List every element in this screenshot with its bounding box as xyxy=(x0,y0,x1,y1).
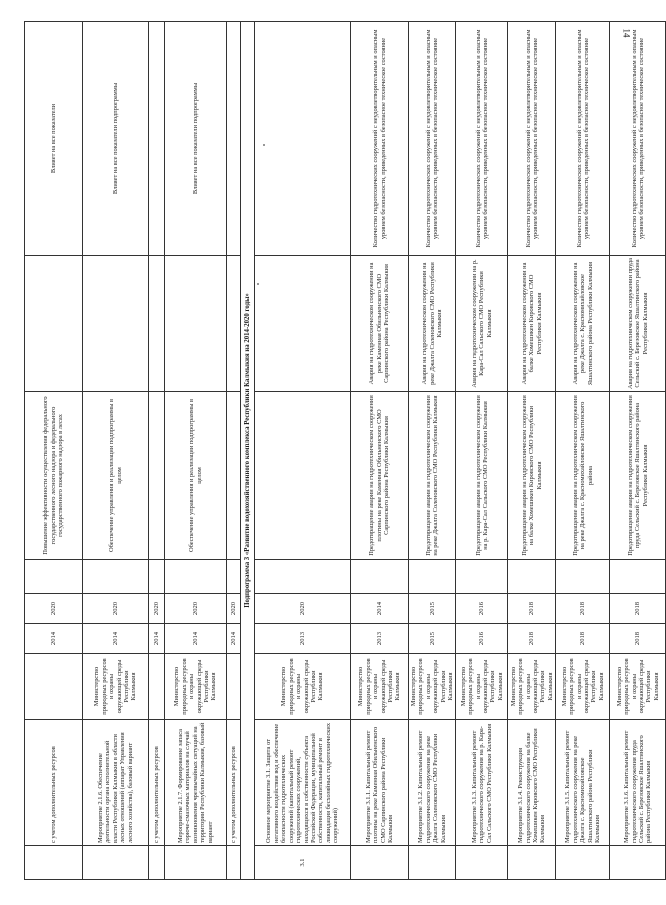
executor-cell xyxy=(227,654,241,720)
table-row xyxy=(227,22,241,880)
page-number: 14 xyxy=(621,28,632,38)
indicator-link-cell: Влияет на все показатели подпрограммы xyxy=(165,22,227,256)
number-cell xyxy=(610,846,666,880)
expected-result-cell xyxy=(227,392,241,560)
start-year-cell: 2018 xyxy=(556,624,610,654)
measure-name-cell: с учетом дополнительных ресурсов xyxy=(25,720,83,846)
number-cell xyxy=(508,846,556,880)
start-year-cell: 2014 xyxy=(83,624,149,654)
expected-result-cell: Предотвращение аварии на гидротехническом сооружении на балке Хомешикен Кировского СМО Республики Калмыкия xyxy=(508,392,556,560)
end-year-cell: 2015 xyxy=(409,594,456,624)
executor-cell: Министерство природных ресурсов и охраны окружающей среды Республики Калмыкия xyxy=(556,654,610,720)
table-row xyxy=(149,22,165,880)
number-cell xyxy=(456,846,508,880)
subprogram-title: Подпрограмма 3 «Развитие водохозяйственного комплекса Республики Калмыкия на 2014-2020 годы» xyxy=(241,22,255,880)
expected-result-cell: Обеспечение управления и реализации подпрограммы в целом xyxy=(165,392,227,560)
table-row xyxy=(409,22,456,880)
measure-name-cell: Основное мероприятие 3.1. Защита от негативного воздействия вод и обеспечение безопасности гидротехнических сооружений (капитальный ремонт гидротехнических сооружений, находящихся в собственности субъекта Российской Федерации, муниципальной собственности, капитальный ремонт и ликвидация бесхозяйных гидротехнических сооружений) xyxy=(255,720,351,846)
section-band-row xyxy=(241,22,255,880)
measure-name-cell: Мероприятие 3.1.1. Капитальный ремонт плотины на реке Каменная Обильненского СМО Сарпинского района Республики Калмыкия xyxy=(351,720,409,846)
measure-name-cell: Мероприятие 3.1.3. Капитальный ремонт гидротехнического сооружения на р. Кара-Сал Сальского СМО Республики Калмыкия xyxy=(456,720,508,846)
number-cell xyxy=(149,846,165,880)
indicator-link-cell: Количество гидротехнических сооружений с неудовлетворительным и опасным уровнем безопасности, приведенных в безопасное техническое состояние xyxy=(351,22,409,256)
table-row xyxy=(255,22,351,880)
measure-name-cell: с учетом дополнительных ресурсов xyxy=(227,720,241,846)
consequence-cell: Авария на гидротехническом сооружении на реке Джалга с. Красномихайловское Яшалтинского района Республики Калмыкия xyxy=(556,256,610,392)
empty-cell xyxy=(165,560,227,594)
measure-name-cell: Мероприятие 3.1.6. Капитальный ремонт гидротехнического сооружения пруда Сельский с. Березовское Яшалтинского района Республики Калмыкия xyxy=(610,720,666,846)
consequence-cell xyxy=(227,256,241,392)
table-row xyxy=(351,22,409,880)
table-row xyxy=(508,22,556,880)
indicator-link-cell xyxy=(227,22,241,256)
table-row xyxy=(556,22,610,880)
number-cell xyxy=(351,846,409,880)
empty-cell xyxy=(456,560,508,594)
empty-cell xyxy=(409,560,456,594)
start-year-cell: 2018 xyxy=(610,624,666,654)
consequence-cell xyxy=(255,256,351,392)
expected-result-cell: Повышение эффективности осуществления федерального государственного лесного надзора и федерального государственного пожарного надзора в лесах xyxy=(25,392,83,560)
executor-cell: Министерство природных ресурсов и охраны окружающей среды Республики Калмыкия xyxy=(165,654,227,720)
empty-cell xyxy=(149,560,165,594)
table-row xyxy=(456,22,508,880)
expected-result-cell: Предотвращение аварии на гидротехническом сооружении на реке Джалга с. Красномихайловское Яшалтинского района xyxy=(556,392,610,560)
number-cell xyxy=(556,846,610,880)
indicator-link-cell: Количество гидротехнических сооружений с неудовлетворительным и опасным уровнем безопасности, приведенных в безопасное техническое состояние xyxy=(409,22,456,256)
expected-result-cell xyxy=(255,392,351,560)
number-cell: 3.1 xyxy=(255,846,351,880)
empty-cell xyxy=(351,560,409,594)
executor-cell: Министерство природных ресурсов и охраны окружающей среды Республики Калмыкия xyxy=(351,654,409,720)
measure-name-cell: Мероприятие 2.1.7. Формирование запаса горюче-смазочных материалов на случай возникновения чрезвычайных ситуаций на территории Республики Калмыкия, базовый вариант xyxy=(165,720,227,846)
indicator-link-cell: Количество гидротехнических сооружений с неудовлетворительным и опасным уровнем безопасности, приведенных в безопасное техническое состояние xyxy=(610,22,666,256)
empty-cell xyxy=(255,560,351,594)
empty-cell xyxy=(25,560,83,594)
executor-cell: Министерство природных ресурсов и охраны окружающей среды Республики Калмыкия xyxy=(456,654,508,720)
executor-cell: Министерство природных ресурсов и охраны окружающей среды Республики Калмыкия xyxy=(83,654,149,720)
start-year-cell: 2018 xyxy=(508,624,556,654)
indicator-link-cell: Количество гидротехнических сооружений с неудовлетворительным и опасным уровнем безопасности, приведенных в безопасное техническое состояние xyxy=(508,22,556,256)
end-year-cell: 2020 xyxy=(227,594,241,624)
program-measures-table xyxy=(24,21,666,880)
start-year-cell: 2013 xyxy=(255,624,351,654)
indicator-link-cell xyxy=(149,22,165,256)
end-year-cell: 2018 xyxy=(556,594,610,624)
measure-name-cell: Мероприятие 3.1.5. Капитальный ремонт гидротехнического сооружения на реке Джалга с. Красномихайловское Яшалтинского района Республики Калмыкия xyxy=(556,720,610,846)
measure-name-cell: Мероприятие 3.1.4. Реконструкция гидротехнического сооружения на балке Хомешикен Кировского СМО Республики Калмыкия xyxy=(508,720,556,846)
empty-cell xyxy=(610,560,666,594)
end-year-cell: 2018 xyxy=(610,594,666,624)
number-cell xyxy=(83,846,149,880)
executor-cell: Министерство природных ресурсов и охраны окружающей среды Республики Калмыкия xyxy=(508,654,556,720)
start-year-cell: 2015 xyxy=(409,624,456,654)
number-cell xyxy=(409,846,456,880)
start-year-cell: 2014 xyxy=(25,624,83,654)
expected-result-cell xyxy=(149,392,165,560)
empty-cell xyxy=(227,560,241,594)
start-year-cell: 2013 xyxy=(351,624,409,654)
empty-cell xyxy=(83,560,149,594)
expected-result-cell: Предотвращение аварии на гидротехническом сооружении пруда Сельский с. Березовское Яшалтинского района Республики Калмыкия xyxy=(610,392,666,560)
empty-cell xyxy=(556,560,610,594)
consequence-cell: Авария на гидротехническом сооружении на реке Каменная Обильненского СМО Сарпинского района Республики Калмыкия xyxy=(351,256,409,392)
expected-result-cell: Предотвращение аварии на гидротехническом сооружении плотины на реке Каменная Обильненского СМО Сарпинского района Республики Калмыкия xyxy=(351,392,409,560)
consequence-cell: Авария на гидротехническом сооружении на реке Джалга Соленовского СМО Республики Калмыкия xyxy=(409,256,456,392)
end-year-cell: 2020 xyxy=(149,594,165,624)
end-year-cell: 2020 xyxy=(25,594,83,624)
consequence-cell: Авария на гидротехническом сооружении на балке Хомешикен Кировского СМО Республики Калмыкия xyxy=(508,256,556,392)
indicator-link-cell xyxy=(255,22,351,256)
start-year-cell: 2014 xyxy=(165,624,227,654)
expected-result-cell: Предотвращение аварии на гидротехническом сооружении на р. Кара-Сал Сальского СМО Республики Калмыкия xyxy=(456,392,508,560)
end-year-cell: 2018 xyxy=(508,594,556,624)
consequence-cell: Авария на гидротехническом сооружении пруда Сельский с. Березовское Яшалтинского района Республики Калмыкия xyxy=(610,256,666,392)
measure-name-cell: Мероприятие 2.1.6. Обеспечение деятельности органа исполнительной власти Республики Калмыкия в области лесных отношений (аппарат Управления лесного хозяйства), базовый вариант xyxy=(83,720,149,846)
end-year-cell: 2020 xyxy=(165,594,227,624)
executor-cell: Министерство природных ресурсов и охраны окружающей среды Республики Калмыкия xyxy=(409,654,456,720)
end-year-cell: 2020 xyxy=(83,594,149,624)
number-cell xyxy=(165,846,227,880)
rotated-table-wrapper xyxy=(24,22,660,880)
consequence-cell xyxy=(149,256,165,392)
start-year-cell: 2014 xyxy=(227,624,241,654)
start-year-cell: 2014 xyxy=(149,624,165,654)
table-row xyxy=(83,22,149,880)
end-year-cell: 2014 xyxy=(351,594,409,624)
executor-cell: Министерство природных ресурсов и охраны окружающей среды Республики Калмыкия xyxy=(255,654,351,720)
executor-cell xyxy=(149,654,165,720)
indicator-link-cell: Влияет на все показатели подпрограммы xyxy=(83,22,149,256)
table-body xyxy=(25,22,666,880)
end-year-cell: 2020 xyxy=(255,594,351,624)
end-year-cell: 2016 xyxy=(456,594,508,624)
consequence-cell: Авария на гидротехническом сооружении на р. Кара-Сал Сальского СМО Республики Калмыкия xyxy=(456,256,508,392)
empty-cell xyxy=(508,560,556,594)
executor-cell: Министерство природных ресурсов и охраны окружающей среды Республики Калмыкия xyxy=(610,654,666,720)
measure-name-cell: Мероприятие 3.1.2. Капитальный ремонт гидротехнического сооружения на реке Джалга Соленовского СМО Республики Калмыкия xyxy=(409,720,456,846)
indicator-link-cell: Количество гидротехнических сооружений с неудовлетворительным и опасным уровнем безопасности, приведенных в безопасное техническое состояние xyxy=(556,22,610,256)
number-cell xyxy=(25,846,83,880)
expected-result-cell: Предотвращение аварии на гидротехническом сооружении на реке Джалга Соленовского СМО Республики Калмыкия xyxy=(409,392,456,560)
consequence-cell xyxy=(165,256,227,392)
executor-cell xyxy=(25,654,83,720)
table-row xyxy=(610,22,666,880)
measure-name-cell: с учетом дополнительных ресурсов xyxy=(149,720,165,846)
consequence-cell xyxy=(25,256,83,392)
table-row xyxy=(165,22,227,880)
start-year-cell: 2016 xyxy=(456,624,508,654)
number-cell xyxy=(227,846,241,880)
consequence-cell xyxy=(83,256,149,392)
expected-result-cell: Обеспечение управления и реализации подпрограммы в целом xyxy=(83,392,149,560)
indicator-link-cell: Количество гидротехнических сооружений с неудовлетворительным и опасным уровнем безопасности, приведенных в безопасное техническое состояние xyxy=(456,22,508,256)
indicator-link-cell: Влияет на все показатели xyxy=(25,22,83,256)
table-row xyxy=(25,22,83,880)
